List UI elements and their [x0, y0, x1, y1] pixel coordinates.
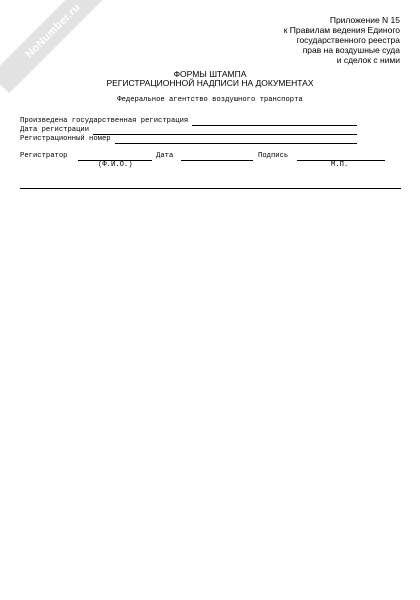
blank-line: [115, 135, 357, 144]
signature-blank-line: [297, 152, 385, 161]
agency-name: Федеральное агентство воздушного транспорта: [117, 96, 303, 104]
appendix-line: к Правилам ведения Единого: [283, 25, 400, 35]
field-registration-number: [20, 134, 357, 144]
appendix-line: государственного реестра: [296, 35, 400, 45]
date-blank-line: [181, 152, 253, 161]
field-label: Дата регистрации: [20, 126, 90, 134]
field-label: Регистрационный номер: [20, 135, 111, 143]
fio-hint: (Ф.И.О.): [98, 161, 133, 169]
watermark-logo: NoNumber.ru: [0, 0, 115, 93]
document-subtitle: РЕГИСТРАЦИОННОЙ НАДПИСИ НА ДОКУМЕНТАХ: [106, 78, 314, 88]
field-label: Произведена государственная регистрация: [20, 117, 189, 125]
appendix-line: прав на воздушные суда: [302, 45, 400, 55]
registrar-blank-line: [78, 152, 152, 161]
appendix-line: Приложение N 15: [329, 15, 400, 25]
bottom-rule: [20, 188, 401, 189]
appendix-header: [200, 15, 400, 65]
appendix-line: и сделок с ними: [336, 55, 400, 65]
stamp-hint: М.П.: [331, 161, 349, 169]
signature-label: Подпись: [258, 152, 289, 160]
registrar-label: Регистратор: [20, 152, 68, 160]
date-label: Дата: [156, 152, 174, 160]
document-title: ФОРМЫ ШТАМПА: [173, 69, 247, 79]
